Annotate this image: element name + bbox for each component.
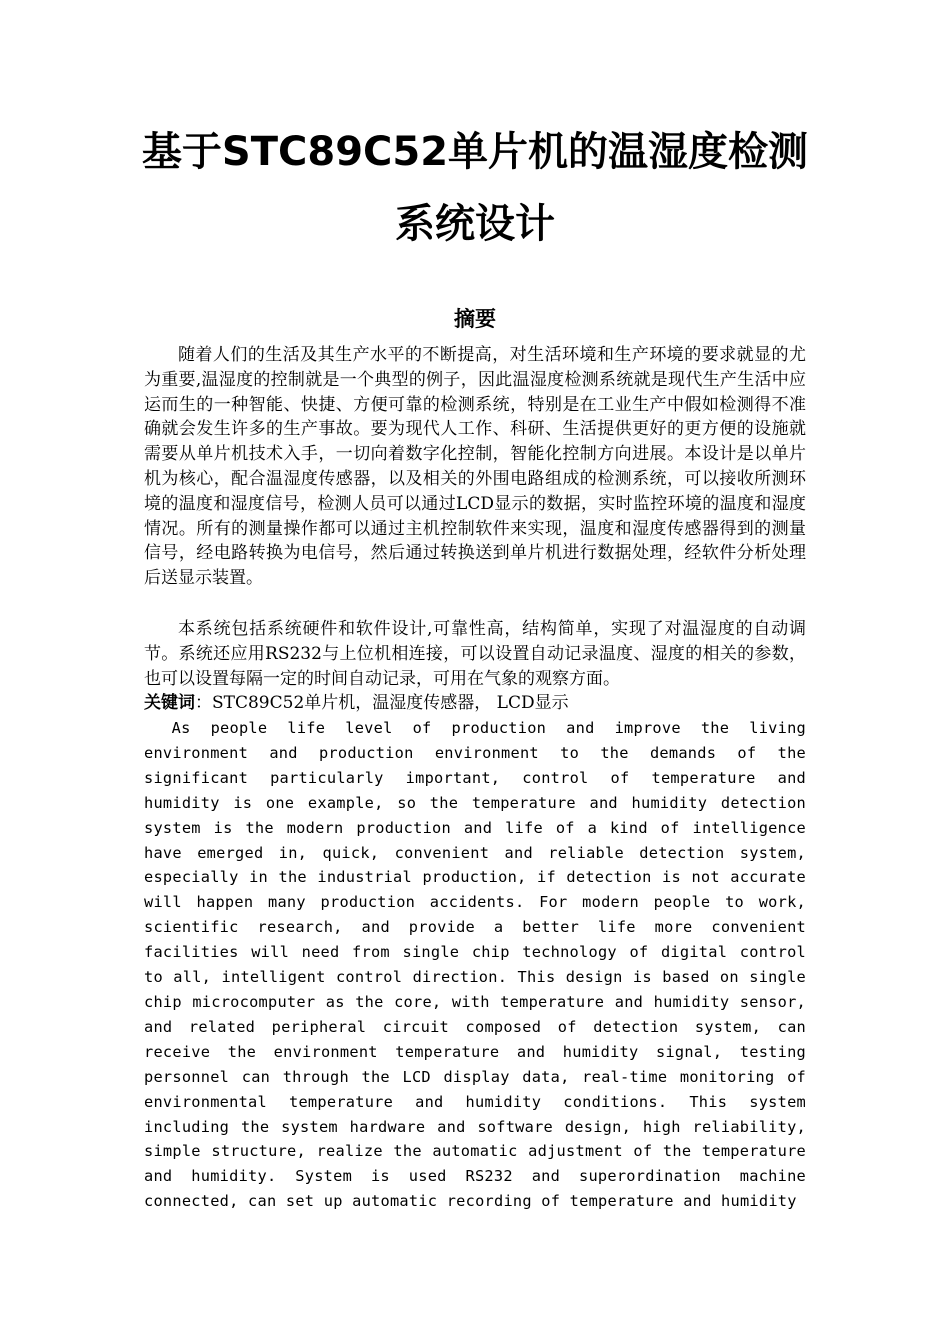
- abstract-english: As people life level of production and improve the living environment and production environment to the demands of the significant particularly important, control of temperature and humidity is one example, so the temperature and humidity detection system is the modern production and life of a kind of intelligence have emerged in, quick, convenient and reliable detection system, especially in the industrial production, if detection is not accurate will happen many production accidents. For modern people to work, scientific research, and provide a better life more convenient facilities will need from single chip technology of digital control to all, intelligent control direction. This design is based on single chip microcomputer as the core, with temperature and humidity sensor, and related peripheral circuit composed of detection system, can receive the environment temperature and humidity signal, testing personnel can through the LCD display data, real-time monitoring of environmental temperature and humidity conditions. This system including the system hardware and software design, high reliability, simple structure, realize the automatic adjustment of the temperature and humidity. System is used RS232 and superordination machine connected, can set up automatic recording of temperature and humidity: [144, 719, 806, 1211]
- document-title-line-2: 系统设计: [395, 201, 555, 247]
- keywords-label: 关键词: [144, 693, 195, 713]
- keywords-line: [144, 691, 806, 716]
- abstract-heading: 摘要: [454, 307, 496, 331]
- keywords-text: ：STC89C52单片机，温湿度传感器， LCD显示: [195, 693, 569, 713]
- abstract-chinese-paragraph-2: 本系统包括系统硬件和软件设计,可靠性高，结构简单，实现了对温湿度的自动调节。系统还应用RS232与上位机相连接，可以设置自动记录温度、湿度的相关的参数，也可以设置每隔一定的时间自动记录，可用在气象的观察方面。: [144, 619, 806, 689]
- abstract-chinese-paragraph-1: 随着人们的生活及其生产水平的不断提高，对生活环境和生产环境的要求就显的尤为重要,温湿度的控制就是一个典型的例子，因此温湿度检测系统就是现代生产生活中应运而生的一种智能、快捷、方便可靠的检测系统，特别是在工业生产中假如检测得不准确就会发生许多的生产事故。要为现代人工作、科研、生活提供更好的更方便的设施就需要从单片机技术入手，一切向着数字化控制，智能化控制方向进展。本设计是以单片机为核心，配合温湿度传感器，以及相关的外围电路组成的检测系统，可以接收所测环境的温度和湿度信号，检测人员可以通过LCD显示的数据，实时监控环境的温度和湿度情况。所有的测量操作都可以通过主机控制软件来实现，温度和湿度传感器得到的测量信号，经电路转换为电信号，然后通过转换送到单片机进行数据处理，经软件分析处理后送显示装置。: [144, 345, 806, 589]
- document-title-line-1: 基于STC89C52单片机的温湿度检测: [141, 129, 809, 175]
